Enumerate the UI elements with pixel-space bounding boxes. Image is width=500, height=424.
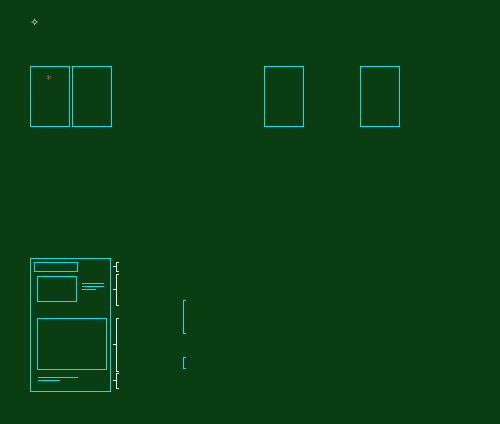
sparkle-logo-icon: ✧ — [30, 16, 40, 29]
anatomy-writeup-lines — [82, 283, 104, 290]
note-bracket — [116, 373, 119, 389]
note-bracket — [116, 318, 119, 372]
note-connector — [113, 266, 116, 267]
components-slide-card — [360, 66, 400, 127]
note-bracket — [116, 274, 119, 306]
anatomy-instances-box — [37, 318, 107, 370]
anatomy-image-box — [37, 276, 77, 302]
note-connector — [113, 344, 116, 345]
list-bracket-icons — [183, 300, 186, 334]
note-connector — [113, 289, 116, 290]
intro-slide-card — [72, 66, 112, 127]
note-connector — [113, 380, 116, 381]
asterisk-icon: * — [46, 73, 52, 86]
anatomy-header-box — [34, 262, 78, 272]
title-slide-card — [30, 66, 70, 127]
variances-slide-card — [264, 66, 304, 127]
list-bracket-labels — [183, 357, 186, 369]
note-bracket — [116, 262, 119, 272]
anatomy-footer-lines — [38, 377, 78, 381]
